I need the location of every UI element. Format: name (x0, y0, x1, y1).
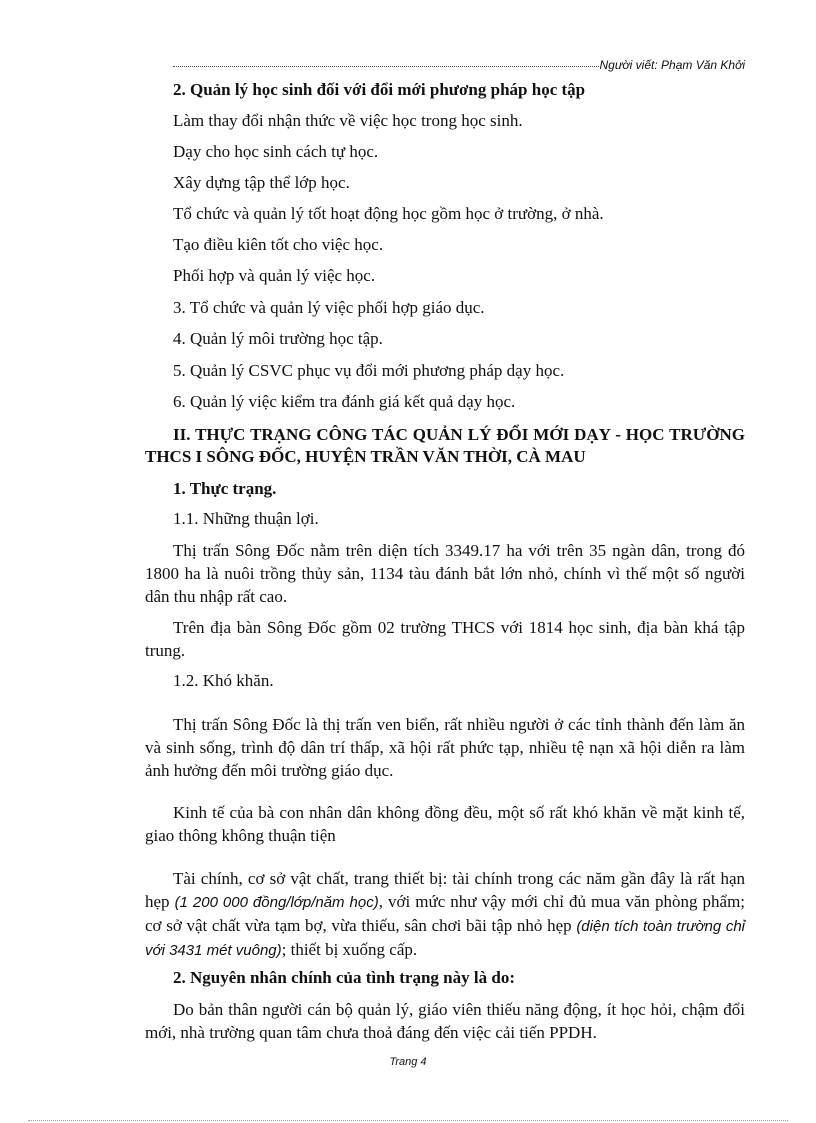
paragraph-causes: Do bản thân người cán bộ quản lý, giáo viên thiếu năng động, ít học hỏi, chậm đổi mới, nhà trường quan tâm chưa thoả đáng đến việc cải tiến PPDH. (145, 1000, 745, 1042)
list-item: 6. Quản lý việc kiểm tra đánh giá kết quả dạy học. (173, 392, 516, 411)
subsection-1-1-title: 1.1. Những thuận lợi. (173, 509, 319, 528)
paragraph-advantages-2: Trên địa bàn Sông Đốc gồm 02 trường THCS với 1814 học sinh, địa bàn khá tập trung. (145, 618, 745, 660)
text: ; thiết bị xuống cấp. (281, 940, 418, 959)
section-2-title: 2. Quản lý học sinh đối với đổi mới phương pháp học tập (173, 80, 586, 99)
subsection-1-title: 1. Thực trạng. (173, 479, 277, 498)
list-item: Tạo điều kiên tốt cho việc học. (173, 235, 384, 254)
text: , với mức như vậy mới chỉ đủ mua văn phòng phẩm; cơ sở vật chất vừa tạm bợ, vừa thiếu, sân chơi bãi tập nhỏ hẹp (145, 892, 746, 935)
subsection-2-title: 2. Nguyên nhân chính của tình trạng này là do: (173, 968, 515, 987)
subsection-1-2-title: 1.2. Khó khăn. (173, 671, 274, 690)
list-item: 5. Quản lý CSVC phục vụ đổi mới phương pháp dạy học. (173, 361, 565, 380)
paragraph-advantages-1: Thị trấn Sông Đốc nằm trên diện tích 3349.17 ha với trên 35 ngàn dân, trong đó 1800 ha là nuôi trồng thủy sản, 1134 tàu đánh bắt lớn nhỏ, chính vì thế một số người dân thu nhập rất cao. (145, 541, 745, 606)
italic-note: (diện tích toàn trường chỉ với 3431 mét vuông) (145, 918, 745, 959)
paragraph-difficulties-3 (145, 867, 745, 962)
list-item: 4. Quản lý môi trường học tập. (173, 329, 383, 348)
page-number: Trang 4 (389, 1056, 427, 1068)
list-item: Làm thay đổi nhận thức về việc học trong học sinh. (173, 111, 523, 130)
italic-note: (1 200 000 đồng/lớp/năm học) (174, 894, 379, 911)
bottom-dotted-rule (28, 1120, 788, 1121)
paragraph-difficulties-2: Kinh tế của bà con nhân dân không đồng đều, một số rất khó khăn về mặt kinh tế, giao thông không thuận tiện (145, 803, 745, 845)
list-item: 3. Tổ chức và quản lý việc phối hợp giáo dục. (173, 298, 485, 317)
chapter-2-title: II. THỰC TRẠNG CÔNG TÁC QUẢN LÝ ĐỔI MỚI DẠY - HỌC TRƯỜNG THCS I SÔNG ĐỐC, HUYỆN TRẦN VĂN THỜI, CÀ MAU (145, 425, 745, 466)
text: Tài chính, cơ sở vật chất, trang thiết bị: tài chính trong các năm gần đây là rất hạn hẹp (145, 869, 745, 911)
paragraph-difficulties-1: Thị trấn Sông Đốc là thị trấn ven biển, rất nhiều người ở các tỉnh thành đến làm ăn và sinh sống, trình độ dân trí thấp, xã hội rất phức tạp, nhiều tệ nạn xã hội diễn ra làm ảnh hưởng đến môi trường giáo dục. (145, 715, 745, 780)
list-item: Phối hợp và quản lý việc học. (173, 266, 376, 285)
list-item: Xây dựng tập thể lớp học. (173, 173, 350, 192)
header-author: Người viết: Phạm Văn Khởi (599, 58, 745, 72)
page-header (173, 52, 745, 72)
list-item: Tổ chức và quản lý tốt hoạt động học gồm học ở trường, ở nhà. (173, 204, 604, 223)
list-item: Dạy cho học sinh cách tự học. (173, 142, 379, 161)
header-dotted-rule (173, 66, 599, 67)
